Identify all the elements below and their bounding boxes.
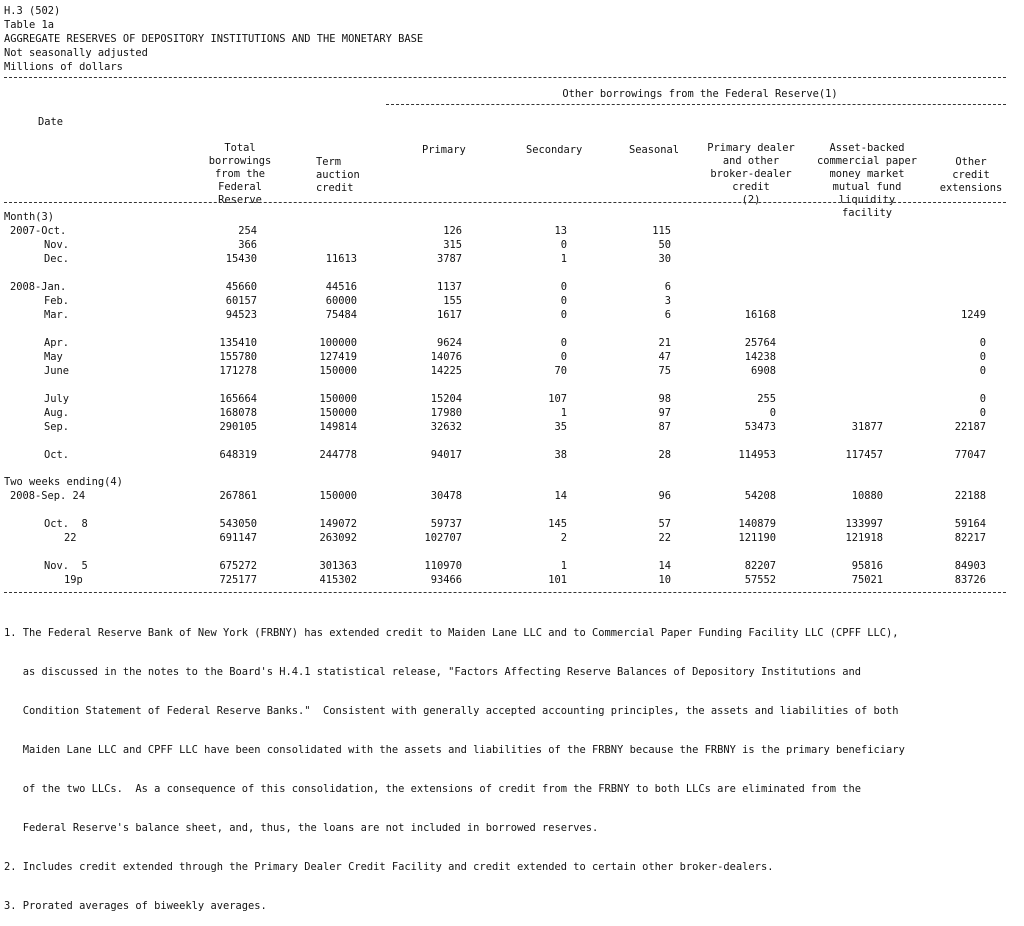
cell-primary: 30478 [430, 490, 462, 502]
cell-abcp: 31877 [851, 421, 883, 433]
units-note: Millions of dollars [4, 61, 123, 73]
cell-term: 301363 [319, 560, 357, 572]
footnote-line: of the two LLCs. As a consequence of this consolidation, the extensions of credit from the FRBNY to both LLCs are eliminated from the [4, 783, 862, 795]
cell-primary: 17980 [430, 407, 462, 419]
cell-seasonal: 3 [664, 295, 671, 307]
cell-seasonal: 6 [664, 309, 671, 321]
cell-secondary: 1 [560, 407, 567, 419]
cell-secondary: 38 [554, 449, 567, 461]
cell-secondary: 0 [560, 239, 567, 251]
col-term: Term auction credit [316, 156, 360, 194]
cell-dealer: 25764 [744, 337, 776, 349]
table-title: AGGREGATE RESERVES OF DEPOSITORY INSTITUTIONS AND THE MONETARY BASE [4, 33, 424, 45]
rule-top [4, 77, 1006, 78]
cell-total: 267861 [219, 490, 257, 502]
cell-primary: 110970 [424, 560, 462, 572]
row-date: May [44, 351, 63, 363]
col-secondary: Secondary [526, 144, 583, 156]
cell-dealer: 82207 [744, 560, 776, 572]
cell-other: 77047 [954, 449, 986, 461]
cell-other: 0 [979, 351, 986, 363]
cell-abcp: 75021 [851, 574, 883, 586]
cell-primary: 14076 [430, 351, 462, 363]
cell-secondary: 1 [560, 253, 567, 265]
cell-seasonal: 57 [658, 518, 671, 530]
cell-seasonal: 28 [658, 449, 671, 461]
cell-other: 0 [979, 407, 986, 419]
cell-dealer: 57552 [744, 574, 776, 586]
cell-dealer: 6908 [750, 365, 776, 377]
cell-primary: 3787 [436, 253, 462, 265]
cell-secondary: 35 [554, 421, 567, 433]
cell-abcp: 133997 [845, 518, 883, 530]
cell-secondary: 107 [548, 393, 567, 405]
cell-total: 366 [238, 239, 257, 251]
row-date: 2007-Oct. [10, 225, 67, 237]
footnote-line: as discussed in the notes to the Board's H.4.1 statistical release, "Factors Affecting Reserve Balances of Depository Institutions and [4, 666, 862, 678]
table-number: Table 1a [4, 19, 55, 31]
row-date: 19p [64, 574, 83, 586]
cell-total: 675272 [219, 560, 257, 572]
cell-primary: 315 [443, 239, 462, 251]
cell-other: 1249 [960, 309, 986, 321]
cell-other: 0 [979, 393, 986, 405]
cell-term: 150000 [319, 407, 357, 419]
cell-primary: 94017 [430, 449, 462, 461]
cell-total: 135410 [219, 337, 257, 349]
col-total: Total borrowings from the Federal Reserve [208, 142, 272, 206]
section-two-weeks: Two weeks ending(4) [4, 476, 123, 488]
col-primary: Primary [422, 144, 466, 156]
col-abcp: Asset-backed commercial paper money market mutual fund liquidity facility [816, 142, 918, 219]
cell-dealer: 54208 [744, 490, 776, 502]
cell-other: 0 [979, 365, 986, 377]
col-dealer: Primary dealer and other broker-dealer credit (2) [707, 142, 795, 206]
cell-secondary: 13 [554, 225, 567, 237]
cell-total: 168078 [219, 407, 257, 419]
cell-term: 415302 [319, 574, 357, 586]
rule-header-bottom [4, 202, 1006, 203]
cell-total: 171278 [219, 365, 257, 377]
group-header: Other borrowings from the Federal Reserve(1) [562, 88, 838, 100]
cell-total: 648319 [219, 449, 257, 461]
row-date: July [44, 393, 70, 405]
cell-secondary: 0 [560, 351, 567, 363]
row-date: Oct. [44, 449, 70, 461]
row-date: Sep. [44, 421, 70, 433]
cell-abcp: 117457 [845, 449, 883, 461]
cell-term: 150000 [319, 490, 357, 502]
cell-total: 60157 [225, 295, 257, 307]
cell-other: 22187 [954, 421, 986, 433]
cell-dealer: 16168 [744, 309, 776, 321]
cell-total: 155780 [219, 351, 257, 363]
cell-seasonal: 98 [658, 393, 671, 405]
cell-term: 75484 [325, 309, 357, 321]
footnote-line: 3. Prorated averages of biweekly averages. [4, 900, 267, 912]
row-date: Apr. [44, 337, 70, 349]
cell-secondary: 2 [560, 532, 567, 544]
row-date: 2008-Jan. [10, 281, 67, 293]
cell-term: 244778 [319, 449, 357, 461]
cell-primary: 32632 [430, 421, 462, 433]
cell-other: 82217 [954, 532, 986, 544]
footnote-line: Federal Reserve's balance sheet, and, thus, the loans are not included in borrowed reserves. [4, 822, 599, 834]
rule-table-bottom [4, 592, 1006, 593]
cell-total: 543050 [219, 518, 257, 530]
footnote-line: Condition Statement of Federal Reserve Banks." Consistent with generally accepted accounting principles, the assets and liabilities of both [4, 705, 899, 717]
cell-total: 290105 [219, 421, 257, 433]
cell-secondary: 70 [554, 365, 567, 377]
cell-total: 15430 [225, 253, 257, 265]
cell-other: 84903 [954, 560, 986, 572]
cell-primary: 14225 [430, 365, 462, 377]
cell-term: 149814 [319, 421, 357, 433]
row-date: Mar. [44, 309, 70, 321]
cell-total: 691147 [219, 532, 257, 544]
cell-other: 0 [979, 337, 986, 349]
cell-primary: 155 [443, 295, 462, 307]
cell-primary: 9624 [436, 337, 462, 349]
row-date: Nov. [44, 239, 70, 251]
row-date: Nov. 5 [44, 560, 88, 572]
cell-secondary: 1 [560, 560, 567, 572]
cell-term: 150000 [319, 393, 357, 405]
cell-primary: 15204 [430, 393, 462, 405]
cell-term: 100000 [319, 337, 357, 349]
row-date: Feb. [44, 295, 70, 307]
cell-secondary: 0 [560, 281, 567, 293]
cell-other: 59164 [954, 518, 986, 530]
cell-primary: 102707 [424, 532, 462, 544]
cell-term: 44516 [325, 281, 357, 293]
cell-secondary: 0 [560, 295, 567, 307]
group-rule [386, 104, 1006, 105]
cell-term: 127419 [319, 351, 357, 363]
cell-dealer: 121190 [738, 532, 776, 544]
col-seasonal: Seasonal [629, 144, 680, 156]
cell-other: 83726 [954, 574, 986, 586]
footnotes [4, 601, 905, 926]
cell-total: 45660 [225, 281, 257, 293]
cell-seasonal: 10 [658, 574, 671, 586]
cell-dealer: 114953 [738, 449, 776, 461]
cell-dealer: 140879 [738, 518, 776, 530]
cell-primary: 59737 [430, 518, 462, 530]
cell-total: 94523 [225, 309, 257, 321]
section-month: Month(3) [4, 211, 55, 223]
cell-primary: 126 [443, 225, 462, 237]
release-code: H.3 (502) [4, 5, 61, 17]
row-date: 2008-Sep. 24 [10, 490, 86, 502]
cell-seasonal: 21 [658, 337, 671, 349]
row-date: 22 [64, 532, 77, 544]
cell-dealer: 0 [769, 407, 776, 419]
cell-term: 60000 [325, 295, 357, 307]
cell-seasonal: 96 [658, 490, 671, 502]
cell-secondary: 0 [560, 337, 567, 349]
cell-dealer: 255 [757, 393, 776, 405]
cell-seasonal: 14 [658, 560, 671, 572]
footnote-line: 1. The Federal Reserve Bank of New York (FRBNY) has extended credit to Maiden Lane LLC and to Commercial Paper Funding Facility LLC (CPFF LLC), [4, 627, 899, 639]
cell-total: 254 [238, 225, 257, 237]
row-date: Dec. [44, 253, 70, 265]
col-other: Other credit extensions [939, 156, 1003, 194]
col-date: Date [38, 116, 64, 128]
cell-secondary: 0 [560, 309, 567, 321]
cell-seasonal: 87 [658, 421, 671, 433]
cell-other: 22188 [954, 490, 986, 502]
cell-seasonal: 22 [658, 532, 671, 544]
cell-total: 165664 [219, 393, 257, 405]
cell-primary: 1617 [436, 309, 462, 321]
cell-seasonal: 30 [658, 253, 671, 265]
cell-secondary: 145 [548, 518, 567, 530]
cell-seasonal: 6 [664, 281, 671, 293]
row-date: Oct. 8 [44, 518, 88, 530]
footnote-line: 2. Includes credit extended through the Primary Dealer Credit Facility and credit extended to certain other broker-dealers. [4, 861, 774, 873]
cell-term: 149072 [319, 518, 357, 530]
cell-secondary: 101 [548, 574, 567, 586]
cell-primary: 93466 [430, 574, 462, 586]
cell-seasonal: 50 [658, 239, 671, 251]
footnote-line: Maiden Lane LLC and CPFF LLC have been consolidated with the assets and liabilities of the FRBNY because the FRBNY is the primary beneficiary [4, 744, 905, 756]
adjustment-note: Not seasonally adjusted [4, 47, 148, 59]
cell-seasonal: 47 [658, 351, 671, 363]
cell-seasonal: 97 [658, 407, 671, 419]
cell-dealer: 53473 [744, 421, 776, 433]
cell-seasonal: 75 [658, 365, 671, 377]
row-date: Aug. [44, 407, 70, 419]
cell-dealer: 14238 [744, 351, 776, 363]
cell-seasonal: 115 [652, 225, 671, 237]
cell-secondary: 14 [554, 490, 567, 502]
cell-abcp: 95816 [851, 560, 883, 572]
cell-term: 150000 [319, 365, 357, 377]
cell-term: 11613 [325, 253, 357, 265]
cell-total: 725177 [219, 574, 257, 586]
cell-term: 263092 [319, 532, 357, 544]
cell-primary: 1137 [436, 281, 462, 293]
cell-abcp: 10880 [851, 490, 883, 502]
cell-abcp: 121918 [845, 532, 883, 544]
row-date: June [44, 365, 70, 377]
